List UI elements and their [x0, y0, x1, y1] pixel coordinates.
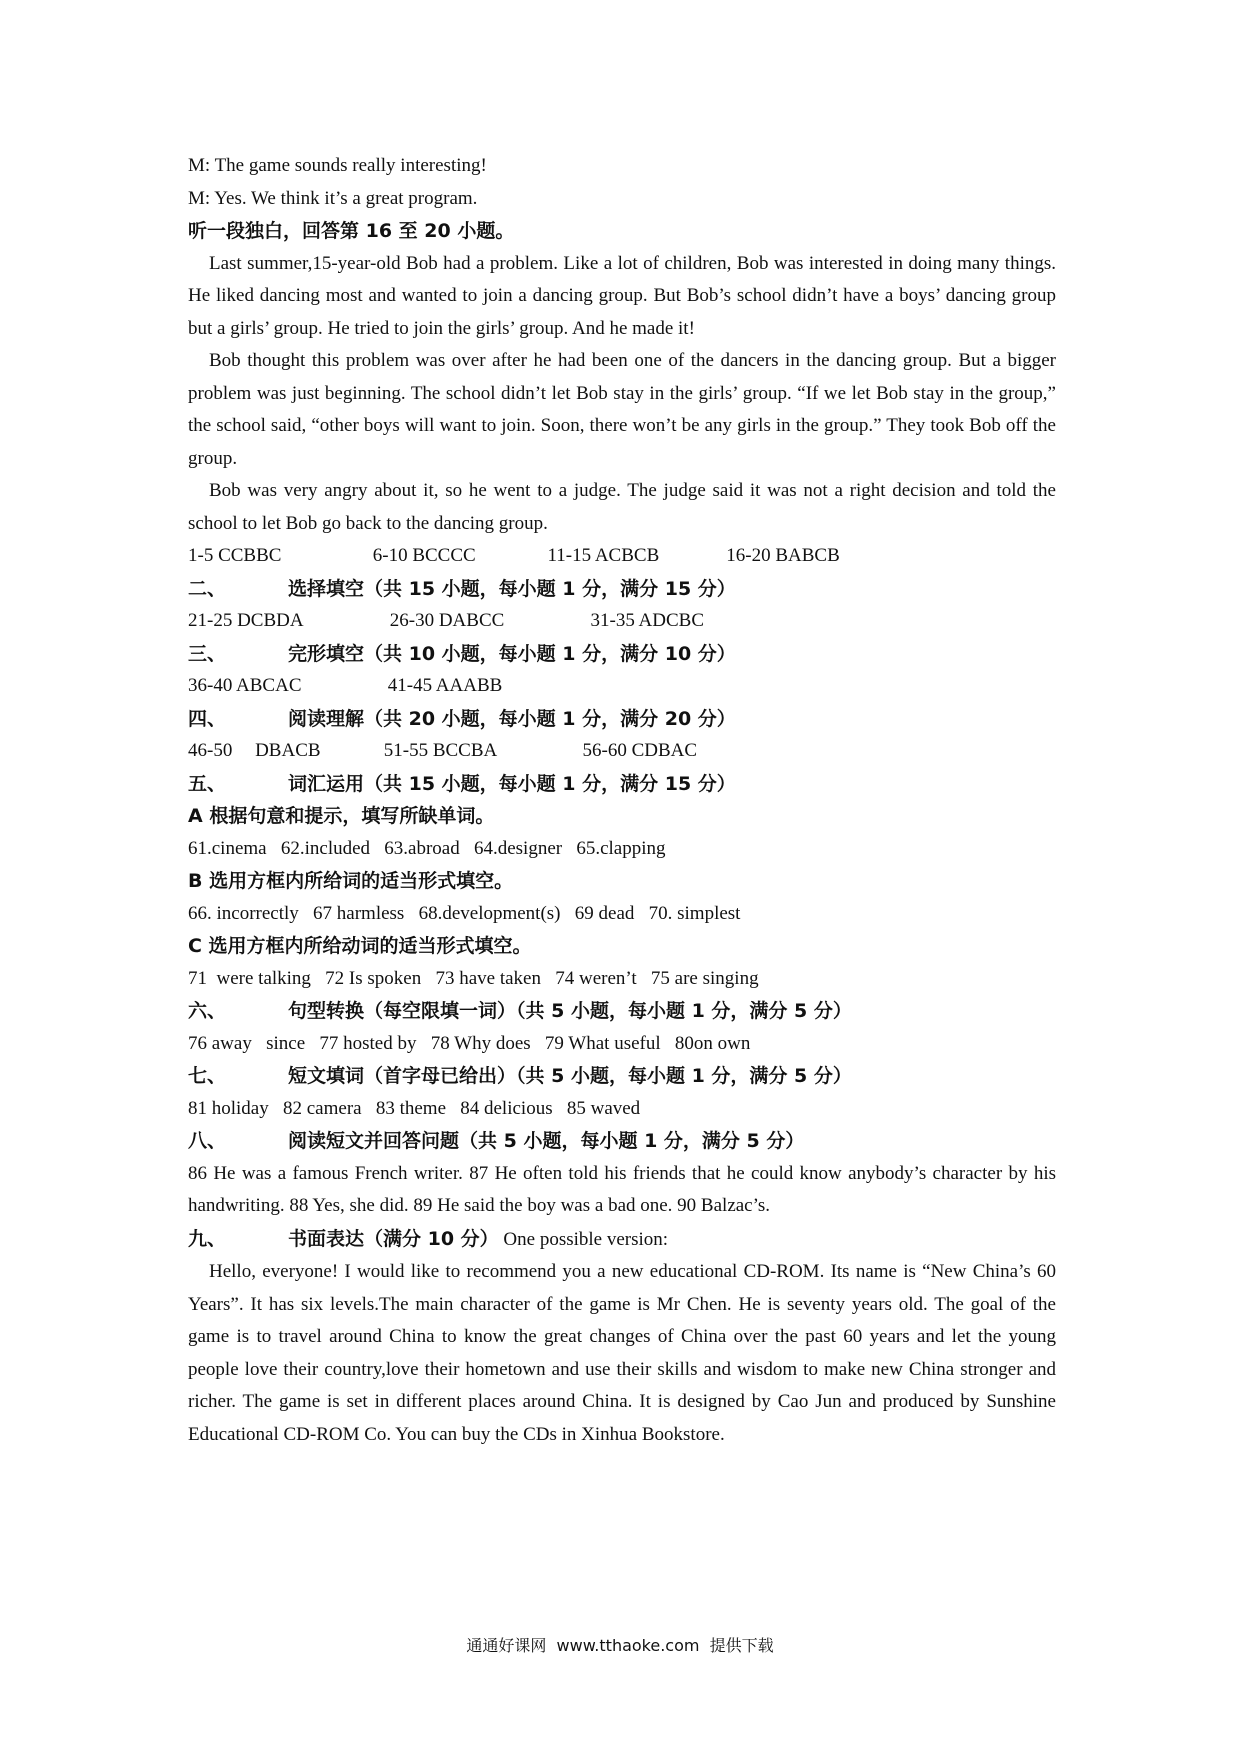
- answer-group: 6-10 BCCCC: [372, 545, 476, 566]
- section-3-answers: [188, 670, 1056, 703]
- section-8-answers: 86 He was a famous French writer. 87 He often told his friends that he could know anybody’s character by his handwriting. 88 Yes, she did. 89 He said the boy was a bad one. 90 Balzac’s.: [188, 1162, 1056, 1216]
- monologue-heading: 听一段独白，回答第 16 至 20 小题。: [188, 220, 515, 242]
- section-7-answers: 81 holiday 82 camera 83 theme 84 delicious 85 waved: [188, 1097, 641, 1119]
- footer-watermark: 通通好课网 www.tthaoke.com 提供下载: [466, 1636, 774, 1655]
- passage-paragraph: Bob thought this problem was over after he had been one of the dancers in the dancing group. But a bigger problem was just beginning. The school didn’t let Bob stay in the girls’ group. “If we let Bob stay in the group,” the school said, “other boys will want to join. Soon, there won’t be any girls in the group.” They took Bob off the group.: [188, 350, 1056, 469]
- section-number: 七、: [188, 1065, 227, 1087]
- section-title: 选择填空（共 15 小题，每小题 1 分，满分 15 分）: [288, 577, 736, 600]
- section-6-answers: 76 away since 77 hosted by 78 Why does 79 What useful 80on own: [188, 1032, 751, 1054]
- section-5a-answers: 61.cinema 62.included 63.abroad 64.designer 65.clapping: [188, 837, 666, 859]
- section-title: 阅读短文并回答问题（共 5 小题，每小题 1 分，满分 5 分）: [288, 1130, 805, 1152]
- section-title: 完形填空（共 10 小题，每小题 1 分，满分 10 分）: [288, 642, 736, 665]
- section-number: 八、: [188, 1130, 227, 1152]
- section-8-heading: [188, 1125, 1056, 1158]
- answer-group: 21-25 DCBDA: [188, 610, 304, 631]
- section-number: 二、: [188, 577, 227, 600]
- answer-group: 56-60 CDBAC: [582, 740, 698, 761]
- section-2-answers: [188, 605, 1056, 638]
- section-5b-answers: 66. incorrectly 67 harmless 68.development(s) 69 dead 70. simplest: [188, 902, 741, 924]
- answer-group: 1-5 CCBBC: [188, 545, 282, 566]
- answer-group: 26-30 DABCC: [389, 610, 505, 631]
- passage-paragraph: Bob was very angry about it, so he went to a judge. The judge said it was not a right decision and told the school to let Bob go back to the dancing group.: [188, 480, 1056, 534]
- section-number: 六、: [188, 1000, 227, 1022]
- section-title: 词汇运用（共 15 小题，每小题 1 分，满分 15 分）: [288, 772, 736, 795]
- answer-group: 16-20 BABCB: [726, 545, 840, 566]
- section-5a-heading: A 根据句意和提示，填写所缺单词。: [188, 805, 495, 827]
- section-title: 阅读理解（共 20 小题，每小题 1 分，满分 20 分）: [288, 707, 736, 730]
- section-9-heading: [188, 1223, 1056, 1257]
- listening-answers: [188, 540, 1056, 573]
- section-number: 五、: [188, 772, 227, 795]
- dialogue-line: M: Yes. We think it’s a great program.: [188, 187, 478, 209]
- section-2-heading: [188, 573, 1056, 606]
- section-note: One possible version:: [503, 1228, 669, 1250]
- answer-key-document: [188, 150, 1056, 1451]
- section-4-answers: [188, 735, 1056, 768]
- section-number: 九、: [188, 1227, 227, 1250]
- section-7-heading: [188, 1060, 1056, 1093]
- section-3-heading: [188, 638, 1056, 671]
- answer-group: 11-15 ACBCB: [547, 545, 660, 566]
- section-5c-heading: C 选用方框内所给动词的适当形式填空。: [188, 935, 532, 957]
- section-title: 书面表达（满分 10 分）: [288, 1227, 499, 1250]
- answer-group: 46-50 DBACB: [188, 740, 321, 761]
- section-title: 短文填词（首字母已给出）（共 5 小题，每小题 1 分，满分 5 分）: [288, 1065, 852, 1087]
- answer-group: 41-45 AAABB: [387, 675, 503, 696]
- answer-group: 51-55 BCCBA: [383, 740, 498, 761]
- passage-paragraph: Last summer,15-year-old Bob had a problem. Like a lot of children, Bob was interested in doing many things. He liked dancing most and wanted to join a dancing group. But Bob’s school didn’t have a boys’ dancing group but a girls’ group. He tried to join the girls’ group. And he made it!: [188, 252, 1056, 339]
- dialogue-line: M: The game sounds really interesting!: [188, 155, 487, 176]
- section-6-heading: [188, 995, 1056, 1028]
- answer-group: 36-40 ABCAC: [188, 675, 302, 696]
- section-title: 句型转换（每空限填一词）（共 5 小题，每小题 1 分，满分 5 分）: [288, 1000, 852, 1022]
- section-5-heading: [188, 768, 1056, 801]
- section-5b-heading: B 选用方框内所给词的适当形式填空。: [188, 870, 514, 892]
- answer-group: 31-35 ADCBC: [590, 610, 704, 631]
- section-5c-answers: 71 were talking 72 Is spoken 73 have taken 74 weren’t 75 are singing: [188, 967, 759, 989]
- section-number: 四、: [188, 707, 227, 730]
- section-4-heading: [188, 703, 1056, 736]
- section-number: 三、: [188, 642, 227, 665]
- essay-paragraph: Hello, everyone! I would like to recommend you a new educational CD-ROM. Its name is “New China’s 60 Years”. It has six levels.The main character of the game is Mr Chen. He is seventy years old. The goal of the game is to travel around China to know the great changes of China over the past 60 years and let the young people love their country,love their hometown and use their skills and wisdom to make new China stronger and richer. The game is set in different places around China. It is designed by Cao Jun and produced by Sunshine Educational CD-ROM Co. You can buy the CDs in Xinhua Bookstore.: [188, 1261, 1056, 1445]
